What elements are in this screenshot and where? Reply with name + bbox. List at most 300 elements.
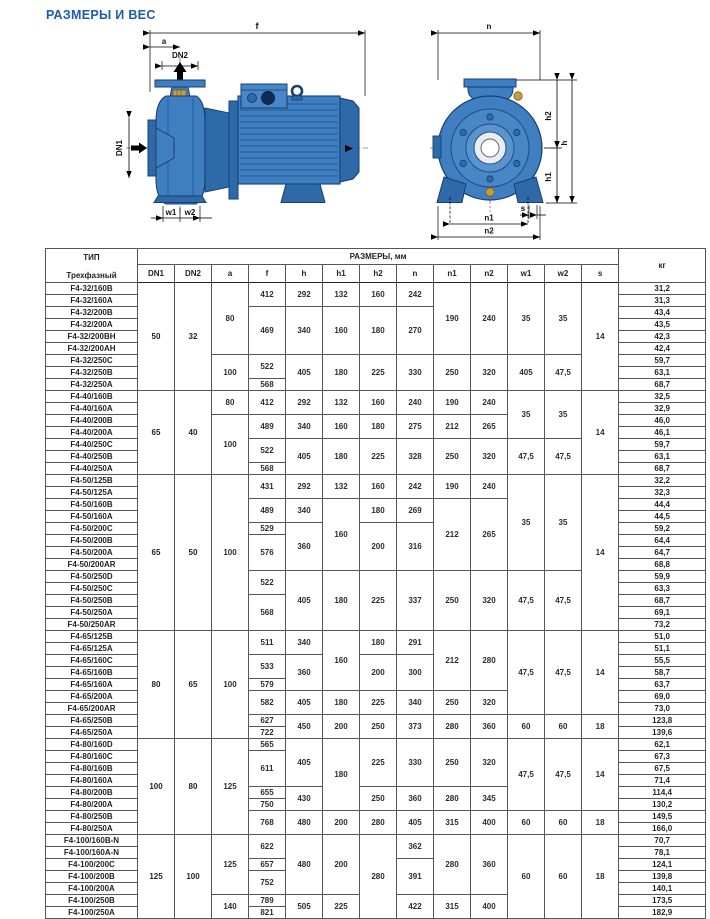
dim-f-cell: 469 — [249, 307, 286, 355]
dim-h1-cell: 160 — [323, 499, 360, 571]
dim-h1-cell: 180 — [323, 571, 360, 631]
dim-n-cell: 269 — [397, 499, 434, 523]
dim-h-cell: 340 — [286, 307, 323, 355]
dn2-cell: 100 — [175, 835, 212, 919]
dim-w1-cell: 60 — [508, 715, 545, 739]
weight-cell: 73,0 — [619, 703, 706, 715]
dim-f-cell: 565 — [249, 739, 286, 751]
discharge-flange — [155, 80, 205, 87]
pump-type-cell: F4-80/160C — [46, 751, 138, 763]
dim-n2-cell: 345 — [471, 787, 508, 811]
dim-label-dn1: DN1 — [115, 139, 124, 157]
dim-w2-cell: 47,5 — [545, 439, 582, 475]
dim-n1-cell: 250 — [434, 439, 471, 475]
dim-h1-cell: 200 — [323, 835, 360, 895]
pump-type-cell: F4-80/200A — [46, 799, 138, 811]
dim-w1-cell: 405 — [508, 355, 545, 391]
dim-n-cell: 328 — [397, 439, 434, 475]
brass-drain-plug — [486, 188, 494, 196]
dim-h-cell: 340 — [286, 499, 323, 523]
dim-h-cell: 292 — [286, 475, 323, 499]
dim-h-cell: 292 — [286, 283, 323, 307]
dim-n-cell: 316 — [397, 523, 434, 571]
dim-h2-cell: 160 — [360, 391, 397, 415]
dim-h1-cell: 180 — [323, 739, 360, 811]
dim-h1-cell: 132 — [323, 391, 360, 415]
pump-type-cell: F4-50/250C — [46, 583, 138, 595]
dn2-cell: 65 — [175, 631, 212, 739]
pump-type-cell: F4-40/200A — [46, 427, 138, 439]
pump-type-cell: F4-50/200B — [46, 535, 138, 547]
dn1-cell: 50 — [138, 283, 175, 391]
dim-f-cell: 576 — [249, 535, 286, 571]
dim-f-cell: 722 — [249, 727, 286, 739]
dim-h-cell: 480 — [286, 835, 323, 895]
dim-s-cell: 14 — [582, 283, 619, 391]
pump-type-cell: F4-40/160A — [46, 403, 138, 415]
brass-vent-plug — [514, 92, 522, 100]
pump-type-cell: F4-65/250B — [46, 715, 138, 727]
dim-w2-cell: 60 — [545, 835, 582, 919]
pump-side-view — [115, 21, 368, 222]
dim-h1-cell: 180 — [323, 439, 360, 475]
col-header-a: a — [212, 265, 249, 283]
dim-f-cell: 522 — [249, 571, 286, 595]
dimensions-table-wrap — [45, 248, 706, 919]
dim-w2-cell: 35 — [545, 283, 582, 355]
dim-f-cell: 522 — [249, 439, 286, 463]
motor-foot — [281, 184, 325, 203]
dim-h2-cell: 225 — [360, 571, 397, 631]
dn1-cell: 80 — [138, 631, 175, 739]
dim-n2-cell: 400 — [471, 811, 508, 835]
pump-technical-drawings — [0, 0, 710, 246]
dim-h2-cell: 180 — [360, 499, 397, 523]
dim-n2-cell: 265 — [471, 499, 508, 571]
dim-label-w2: w2 — [184, 208, 196, 217]
pump-type-cell: F4-32/160B — [46, 283, 138, 295]
weight-cell: 70,7 — [619, 835, 706, 847]
pump-type-cell: F4-100/200A — [46, 883, 138, 895]
weight-cell: 63,1 — [619, 451, 706, 463]
weight-cell: 68,7 — [619, 379, 706, 391]
dim-w2-cell: 47,5 — [545, 631, 582, 715]
dim-n-cell: 422 — [397, 895, 434, 919]
weight-cell: 67,3 — [619, 751, 706, 763]
dim-h-cell: 450 — [286, 715, 323, 739]
dim-label-n2: n2 — [484, 226, 494, 236]
table-row — [46, 835, 706, 847]
dim-f-cell: 489 — [249, 499, 286, 523]
dim-f-cell: 511 — [249, 631, 286, 655]
weight-cell: 32,5 — [619, 391, 706, 403]
dim-h-cell: 340 — [286, 631, 323, 655]
pump-type-cell: F4-50/125A — [46, 487, 138, 499]
dim-f-cell: 522 — [249, 355, 286, 379]
pump-type-cell: F4-32/200AH — [46, 343, 138, 355]
dim-n1-cell: 280 — [434, 715, 471, 739]
dim-h1-cell: 180 — [323, 691, 360, 715]
dim-w2-cell: 47,5 — [545, 571, 582, 631]
dim-h2-cell: 180 — [360, 631, 397, 655]
weight-cell: 173,5 — [619, 895, 706, 907]
dim-h-cell: 405 — [286, 691, 323, 715]
col-header-n: n — [397, 265, 434, 283]
dim-n2-cell: 240 — [471, 283, 508, 355]
dim-w1-cell: 47,5 — [508, 571, 545, 631]
pump-type-cell: F4-65/200AR — [46, 703, 138, 715]
pump-type-cell: F4-50/200A — [46, 547, 138, 559]
pump-type-cell: F4-100/160A-N — [46, 847, 138, 859]
dim-f-cell: 568 — [249, 379, 286, 391]
dim-f-cell: 655 — [249, 787, 286, 799]
dim-label-w1: w1 — [165, 208, 177, 217]
suction-flange — [148, 120, 156, 176]
dim-n1-cell: 212 — [434, 631, 471, 691]
dim-w2-cell: 35 — [545, 475, 582, 571]
dim-n-cell: 291 — [397, 631, 434, 655]
dim-w2-cell: 60 — [545, 715, 582, 739]
dim-h-cell: 430 — [286, 787, 323, 811]
dim-h-cell: 505 — [286, 895, 323, 919]
dim-n2-cell: 320 — [471, 571, 508, 631]
flow-arrow-right — [131, 143, 147, 154]
dn2-cell: 50 — [175, 475, 212, 631]
dim-f-cell: 568 — [249, 595, 286, 631]
dim-f-cell: 412 — [249, 391, 286, 415]
type-header-line2: Трехфазный — [66, 271, 117, 280]
pump-type-cell: F4-65/160A — [46, 679, 138, 691]
dim-n-cell: 360 — [397, 787, 434, 811]
weight-cell: 46,0 — [619, 415, 706, 427]
weight-cell: 139,8 — [619, 871, 706, 883]
pump-type-cell: F4-50/160B — [46, 499, 138, 511]
weight-cell: 31,2 — [619, 283, 706, 295]
table-row — [46, 283, 706, 295]
dim-n2-cell: 400 — [471, 895, 508, 919]
dim-h1-cell: 200 — [323, 811, 360, 835]
dim-n-cell: 240 — [397, 391, 434, 415]
pump-type-cell: F4-65/160B — [46, 667, 138, 679]
pump-type-cell: F4-80/250B — [46, 811, 138, 823]
dim-h-cell: 405 — [286, 571, 323, 631]
dim-n-cell: 275 — [397, 415, 434, 439]
dim-h2-cell: 200 — [360, 523, 397, 571]
pump-type-cell: F4-40/250C — [46, 439, 138, 451]
dim-w2-cell: 47,5 — [545, 355, 582, 391]
weight-cell: 140,1 — [619, 883, 706, 895]
dim-w1-cell: 47,5 — [508, 631, 545, 715]
dim-n1-cell: 250 — [434, 571, 471, 631]
col-header-f: f — [249, 265, 286, 283]
sizes-header-cell: РАЗМЕРЫ, мм — [138, 249, 619, 265]
weight-cell: 114,4 — [619, 787, 706, 799]
dim-n-cell: 373 — [397, 715, 434, 739]
dim-label-h2: h2 — [544, 111, 553, 121]
dim-h2-cell: 180 — [360, 307, 397, 355]
dim-label-dn2: DN2 — [171, 51, 189, 60]
dim-n2-cell: 320 — [471, 691, 508, 715]
dim-f-cell: 622 — [249, 835, 286, 859]
weight-cell: 78,1 — [619, 847, 706, 859]
dim-s-cell: 14 — [582, 391, 619, 475]
dim-s-cell: 18 — [582, 715, 619, 739]
dim-a-cell: 100 — [212, 355, 249, 391]
col-header-h1: h1 — [323, 265, 360, 283]
dim-s-cell: 14 — [582, 631, 619, 715]
dim-n2-cell: 280 — [471, 631, 508, 691]
weight-cell: 166,0 — [619, 823, 706, 835]
dim-n1-cell: 280 — [434, 787, 471, 811]
page-title: РАЗМЕРЫ И ВЕС — [46, 8, 156, 22]
col-header-n1: n1 — [434, 265, 471, 283]
pump-type-cell: F4-100/160B-N — [46, 835, 138, 847]
pump-type-cell: F4-80/250A — [46, 823, 138, 835]
weight-cell: 149,5 — [619, 811, 706, 823]
pump-type-cell: F4-100/250A — [46, 907, 138, 919]
dim-h1-cell: 200 — [323, 715, 360, 739]
table-row — [46, 475, 706, 487]
col-header-s: s — [582, 265, 619, 283]
pump-type-cell: F4-32/250A — [46, 379, 138, 391]
weight-cell: 59,7 — [619, 439, 706, 451]
col-header-w1: w1 — [508, 265, 545, 283]
dim-label-h1: h1 — [544, 172, 553, 182]
dim-w1-cell: 60 — [508, 811, 545, 835]
dim-n-cell: 270 — [397, 307, 434, 355]
dim-f-cell: 821 — [249, 907, 286, 919]
dimensions-table — [45, 248, 706, 919]
dim-n2-cell: 360 — [471, 835, 508, 895]
pump-type-cell: F4-100/200B — [46, 871, 138, 883]
pump-front-view — [430, 22, 577, 240]
dim-f-cell: 431 — [249, 475, 286, 499]
weight-cell: 71,4 — [619, 775, 706, 787]
dim-h-cell: 480 — [286, 811, 323, 835]
pump-type-cell: F4-50/160A — [46, 511, 138, 523]
dim-f-cell: 789 — [249, 895, 286, 907]
dim-h-cell: 360 — [286, 655, 323, 691]
dim-h2-cell: 280 — [360, 835, 397, 919]
weight-cell: 139,6 — [619, 727, 706, 739]
dim-f-cell: 529 — [249, 523, 286, 535]
col-header-n2: n2 — [471, 265, 508, 283]
table-body — [46, 283, 706, 919]
dim-label-h: h — [560, 140, 569, 146]
weight-cell: 43,5 — [619, 319, 706, 331]
dim-label-n: n — [486, 22, 492, 31]
weight-cell: 69,0 — [619, 691, 706, 703]
weight-cell: 32,3 — [619, 487, 706, 499]
pump-type-cell: F4-32/250C — [46, 355, 138, 367]
dim-h2-cell: 225 — [360, 439, 397, 475]
dim-n-cell: 337 — [397, 571, 434, 631]
dim-f-cell: 568 — [249, 463, 286, 475]
weight-cell: 55,5 — [619, 655, 706, 667]
dim-w1-cell: 47,5 — [508, 739, 545, 811]
weight-cell: 123,8 — [619, 715, 706, 727]
weight-cell: 44,5 — [619, 511, 706, 523]
pump-type-cell: F4-40/250A — [46, 463, 138, 475]
col-header-h: h — [286, 265, 323, 283]
dim-f-cell: 750 — [249, 799, 286, 811]
dim-s-cell: 14 — [582, 475, 619, 631]
pump-type-cell: F4-32/200B — [46, 307, 138, 319]
cable-gland — [248, 94, 257, 103]
dim-f-cell: 489 — [249, 415, 286, 439]
dn1-cell: 65 — [138, 475, 175, 631]
type-header-cell — [46, 249, 138, 283]
table-row — [46, 391, 706, 403]
col-header-w2: w2 — [545, 265, 582, 283]
dim-n-cell: 330 — [397, 355, 434, 391]
weight-cell: 59,9 — [619, 571, 706, 583]
front-discharge-flange — [464, 79, 516, 87]
dn1-cell: 65 — [138, 391, 175, 475]
dim-h2-cell: 280 — [360, 811, 397, 835]
dim-n2-cell: 360 — [471, 715, 508, 739]
pump-drawing-svg — [0, 0, 710, 246]
motor-end-cap — [340, 98, 359, 182]
weight-cell: 32,2 — [619, 475, 706, 487]
pump-type-cell: F4-50/250AR — [46, 619, 138, 631]
dim-a-cell: 80 — [212, 391, 249, 415]
weight-cell: 63,1 — [619, 367, 706, 379]
dim-n2-cell: 265 — [471, 415, 508, 439]
pump-type-cell: F4-40/250B — [46, 451, 138, 463]
weight-cell: 46,1 — [619, 427, 706, 439]
dim-n1-cell: 190 — [434, 283, 471, 355]
pump-type-cell: F4-65/200A — [46, 691, 138, 703]
weight-cell: 68,7 — [619, 463, 706, 475]
dim-n2-cell: 320 — [471, 355, 508, 391]
pump-type-cell: F4-50/200AR — [46, 559, 138, 571]
table-row — [46, 739, 706, 751]
dim-h1-cell: 225 — [323, 895, 360, 919]
pump-type-cell: F4-50/200C — [46, 523, 138, 535]
weight-cell: 67,5 — [619, 763, 706, 775]
lifting-eye — [292, 86, 302, 96]
dim-n-cell: 405 — [397, 811, 434, 835]
dim-h2-cell: 200 — [360, 655, 397, 691]
weight-cell: 51,0 — [619, 631, 706, 643]
dn2-cell: 40 — [175, 391, 212, 475]
dim-n1-cell: 315 — [434, 895, 471, 919]
weight-cell: 42,3 — [619, 331, 706, 343]
dn1-cell: 100 — [138, 739, 175, 835]
dim-a-cell: 125 — [212, 739, 249, 835]
weight-cell: 58,7 — [619, 667, 706, 679]
dim-a-cell: 100 — [212, 415, 249, 475]
dim-n-cell: 362 — [397, 835, 434, 859]
weight-cell: 124,1 — [619, 859, 706, 871]
dim-f-cell: 657 — [249, 859, 286, 871]
dim-n1-cell: 280 — [434, 835, 471, 895]
weight-cell: 44,4 — [619, 499, 706, 511]
dim-s-cell: 18 — [582, 835, 619, 919]
weight-cell: 68,7 — [619, 595, 706, 607]
dim-n-cell: 391 — [397, 859, 434, 895]
weight-cell: 59,2 — [619, 523, 706, 535]
dim-n1-cell: 212 — [434, 499, 471, 571]
dim-label-a: a — [161, 37, 167, 46]
dim-h1-cell: 160 — [323, 415, 360, 439]
dim-h2-cell: 250 — [360, 715, 397, 739]
weight-cell: 31,3 — [619, 295, 706, 307]
weight-cell: 62,1 — [619, 739, 706, 751]
dim-label-n1: n1 — [484, 213, 494, 223]
dim-w1-cell: 35 — [508, 475, 545, 571]
weight-cell: 64,4 — [619, 535, 706, 547]
dim-h-cell: 405 — [286, 355, 323, 391]
col-header-h2: h2 — [360, 265, 397, 283]
pump-type-cell: F4-50/250A — [46, 607, 138, 619]
dim-n2-cell: 240 — [471, 475, 508, 499]
pump-type-cell: F4-32/160A — [46, 295, 138, 307]
pump-type-cell: F4-80/160D — [46, 739, 138, 751]
dim-f-cell: 412 — [249, 283, 286, 307]
pump-type-cell: F4-80/160B — [46, 763, 138, 775]
dim-n2-cell: 320 — [471, 739, 508, 787]
dim-n-cell: 300 — [397, 655, 434, 691]
dim-f-cell: 533 — [249, 655, 286, 679]
dim-s-cell: 14 — [582, 739, 619, 811]
dim-h2-cell: 160 — [360, 283, 397, 307]
table-row — [46, 631, 706, 643]
dim-f-cell: 579 — [249, 679, 286, 691]
dim-n1-cell: 250 — [434, 355, 471, 391]
dim-a-cell: 125 — [212, 835, 249, 895]
pump-type-cell: F4-40/200B — [46, 415, 138, 427]
dim-n-cell: 340 — [397, 691, 434, 715]
dim-label-s: s — [520, 204, 526, 213]
dim-a-cell: 100 — [212, 475, 249, 631]
dim-n1-cell: 212 — [434, 415, 471, 439]
dim-h2-cell: 250 — [360, 787, 397, 811]
shaft — [481, 139, 499, 157]
dim-a-cell: 80 — [212, 283, 249, 355]
dim-h1-cell: 160 — [323, 307, 360, 355]
pump-type-cell: F4-32/200A — [46, 319, 138, 331]
flow-arrow-up — [174, 62, 187, 80]
dim-f-cell: 627 — [249, 715, 286, 727]
pump-type-cell: F4-100/200C — [46, 859, 138, 871]
pump-type-cell: F4-80/200B — [46, 787, 138, 799]
weight-cell: 32,9 — [619, 403, 706, 415]
weight-cell: 43,4 — [619, 307, 706, 319]
kg-header-cell: кг — [619, 249, 706, 283]
pump-type-cell: F4-65/125A — [46, 643, 138, 655]
pump-type-cell: F4-32/200BH — [46, 331, 138, 343]
type-header-line1: ТИП — [83, 253, 100, 262]
pump-type-cell: F4-65/125B — [46, 631, 138, 643]
dim-w1-cell: 60 — [508, 835, 545, 919]
pump-type-cell: F4-50/125B — [46, 475, 138, 487]
dn2-cell: 32 — [175, 283, 212, 391]
dim-label-f: f — [255, 21, 259, 31]
dim-f-cell: 768 — [249, 811, 286, 835]
dim-h-cell: 360 — [286, 523, 323, 571]
weight-cell: 59,7 — [619, 355, 706, 367]
dim-n1-cell: 315 — [434, 811, 471, 835]
dim-w2-cell: 60 — [545, 811, 582, 835]
weight-cell: 69,1 — [619, 607, 706, 619]
weight-cell: 63,3 — [619, 583, 706, 595]
dim-w1-cell: 47,5 — [508, 439, 545, 475]
col-header-dn2: DN2 — [175, 265, 212, 283]
dim-h-cell: 292 — [286, 391, 323, 415]
weight-cell: 68,8 — [619, 559, 706, 571]
